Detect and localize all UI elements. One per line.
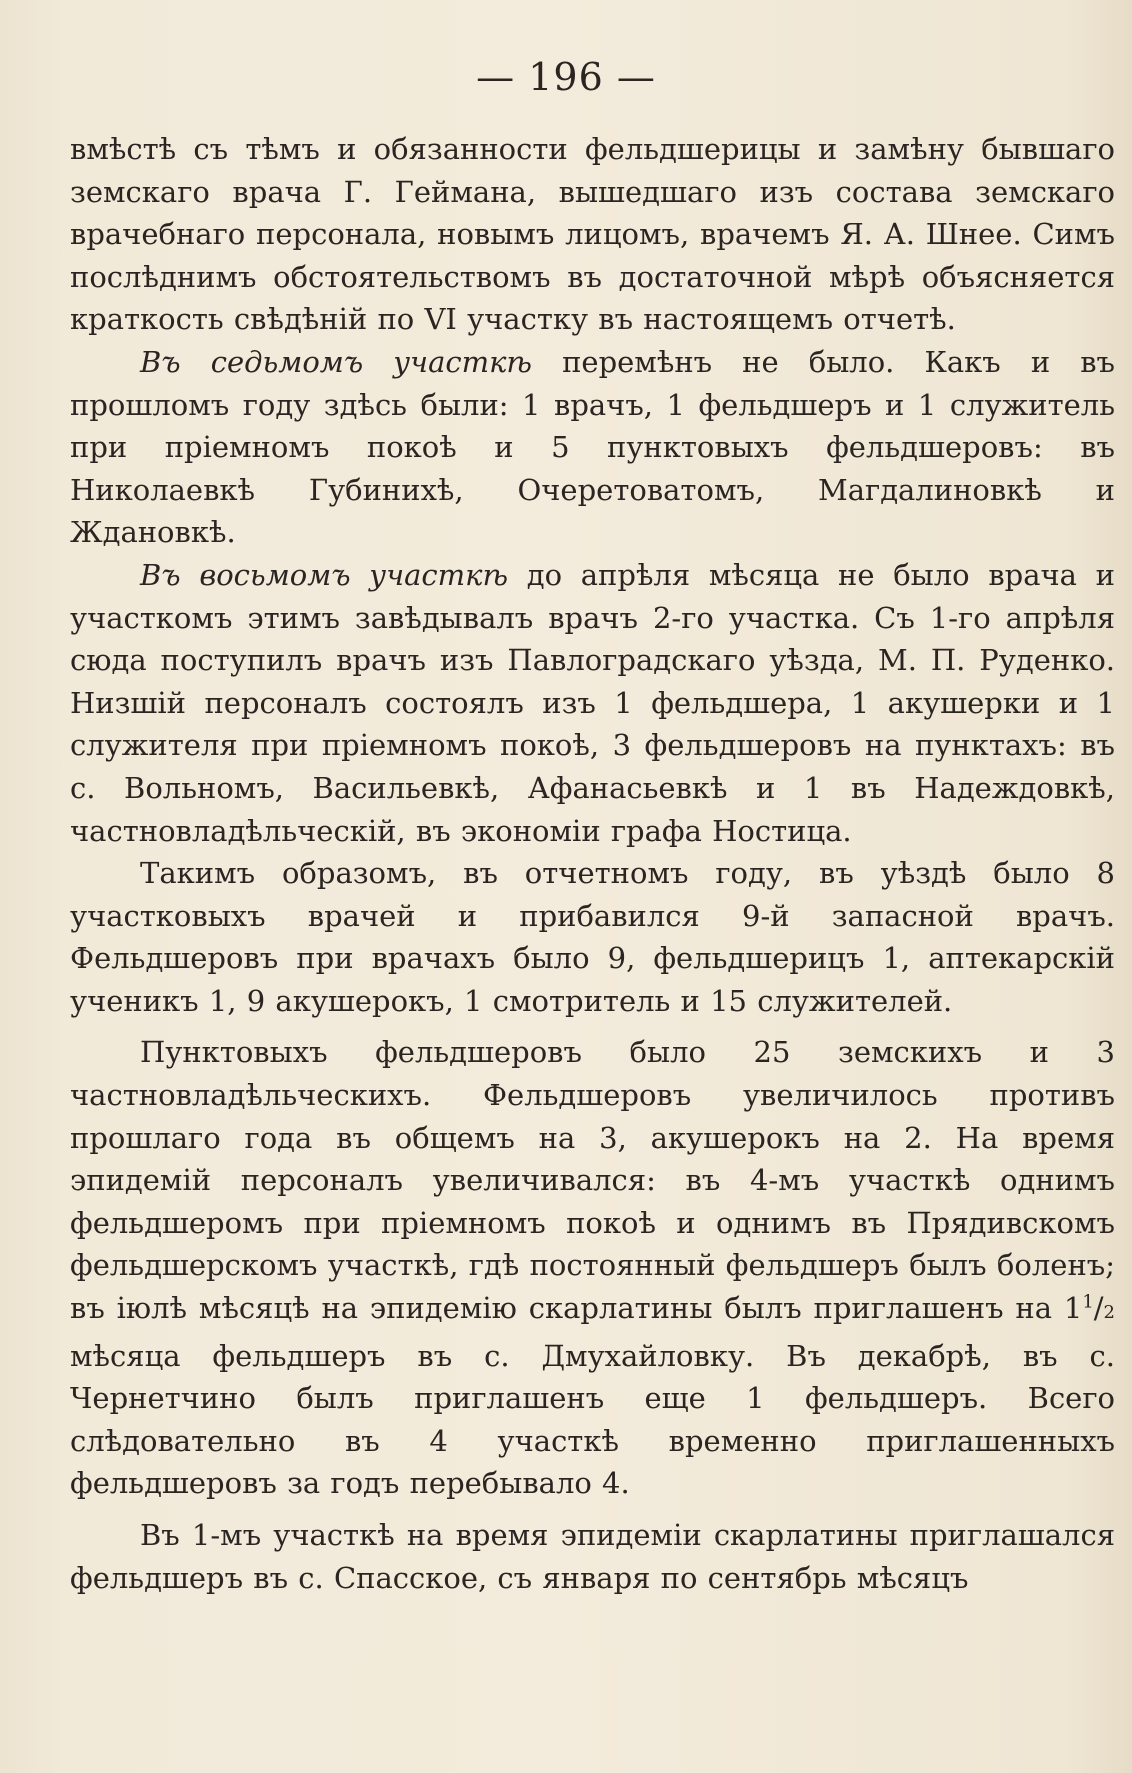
- italic-lead-eighth: Въ восьмомъ участкѣ: [140, 557, 509, 592]
- paragraph-body: перемѣнъ не было. Какъ и въ прошломъ году здѣсь были: 1 врачъ, 1 фельдшеръ и 1 служитель при пріемномъ покоѣ и 5 пунктовыхъ фельдшеровъ: въ Николаевкѣ Губинихѣ, Очеретоватомъ, Магдалиновкѣ и Ждановкѣ.: [70, 344, 1115, 550]
- fraction-numerator: 1: [1082, 1291, 1094, 1313]
- fraction-slash: /: [1093, 1291, 1104, 1326]
- paragraph-body: до апрѣля мѣсяца не было врача и участкомъ этимъ завѣдывалъ врачъ 2-го участка. Съ 1-го апрѣля сюда поступилъ врачъ изъ Павлоградскаго уѣзда, М. П. Руденко. Низшій персоналъ состоялъ изъ 1 фельдшера, 1 акушерки и 1 служителя при пріемномъ покоѣ, 3 фельдшеровъ на пунктахъ: въ с. Вольномъ, Васильевкѣ, Афанасьевкѣ и 1 въ Надеждовкѣ, частновладѣльческій, въ экономіи графа Ностица.: [70, 557, 1115, 848]
- body-text: [70, 128, 1115, 1599]
- fraction-denominator: 2: [1103, 1302, 1115, 1324]
- paragraph-first-district: Въ 1-мъ участкѣ на время эпидеміи скарлатины приглашался фельдшеръ въ с. Спасское, съ января по сентябрь мѣсяцъ: [70, 1518, 1115, 1595]
- paragraph-continuation: вмѣстѣ съ тѣмъ и обязанности фельдшерицы и замѣну бывшаго земскаго врача Г. Геймана, вышедшаго изъ состава земскаго врачебнаго персонала, новымъ лицомъ, врачемъ Я. А. Шнее. Симъ послѣднимъ обстоятельствомъ въ достаточной мѣрѣ объясняется краткость свѣдѣній по VI участку въ настоящемъ отчетѣ.: [70, 132, 1115, 337]
- paragraph-summary: Такимъ образомъ, въ отчетномъ году, въ уѣздѣ было 8 участковыхъ врачей и прибавился 9-й запасной врачъ. Фельдшеровъ при врачахъ было 9, фельдшерицъ 1, аптекарскій ученикъ 1, 9 акушерокъ, 1 смотритель и 15 служителей.: [70, 856, 1115, 1018]
- paragraph-eighth-district: [70, 554, 1115, 852]
- paragraph-feldshers: [70, 1031, 1115, 1505]
- paragraph-seventh-district: [70, 341, 1115, 554]
- italic-lead-seventh: Въ седьмомъ участкѣ: [140, 344, 533, 379]
- page-number: — 196 —: [476, 55, 656, 99]
- paragraph-body: Пунктовыхъ фельдшеровъ было 25 земскихъ и 3 частновладѣльческихъ. Фельдшеровъ увеличилось противъ прошлаго года въ общемъ на 3, акушерокъ на 2. На время эпидемій персоналъ увеличивался: въ 4-мъ участкѣ однимъ фельдшеромъ при пріемномъ покоѣ и однимъ въ Прядивскомъ фельдшерскомъ участкѣ, гдѣ постоянный фельдшеръ былъ боленъ; въ іюлѣ мѣсяцѣ на эпидемію скарлатины былъ приглашенъ на 1: [70, 1035, 1115, 1326]
- paragraph-body: мѣсяца фельдшеръ въ с. Дмухайловку. Въ декабрѣ, въ с. Чернетчино былъ приглашенъ еще 1 фельдшеръ. Всего слѣдовательно въ 4 участкѣ временно приглашенныхъ фельдшеровъ за годъ перебывало 4.: [70, 1338, 1115, 1501]
